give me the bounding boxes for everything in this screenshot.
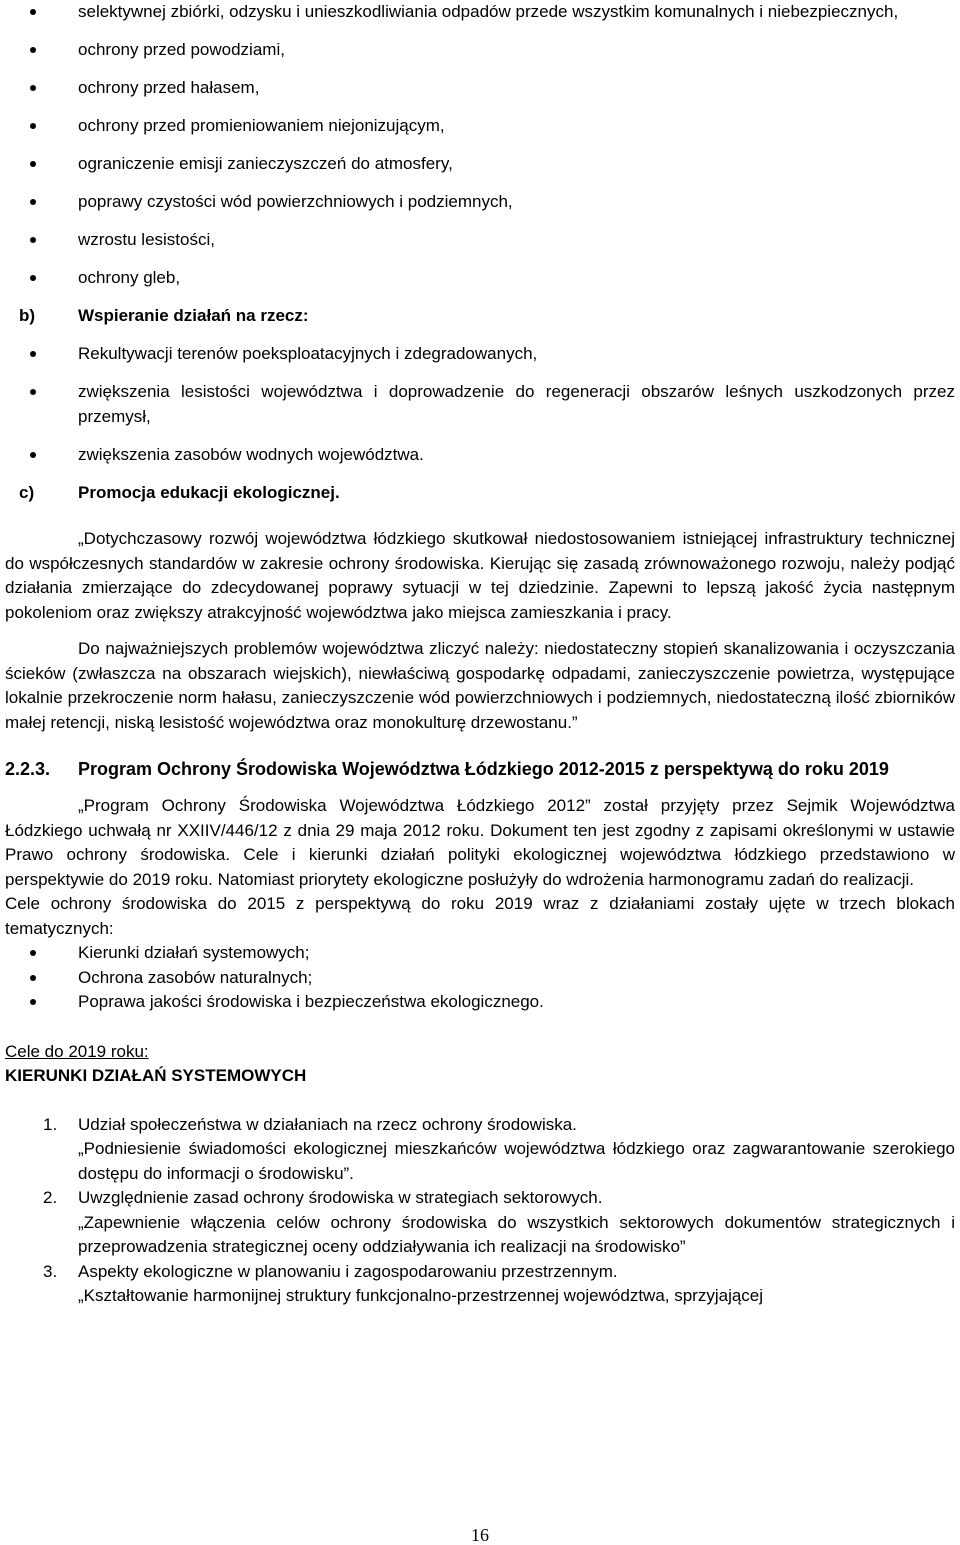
list-item: ochrony gleb, — [5, 266, 955, 291]
list-item: selektywnej zbiórki, odzysku i unieszkodliwiania odpadów przede wszystkim komunalnych i niebezpiecznych, — [5, 0, 955, 25]
bullet-icon — [30, 237, 36, 243]
body-paragraph: Cele ochrony środowiska do 2015 z perspektywą do roku 2019 wraz z działaniami zostały ujęte w trzech blokach tematycznych: — [5, 894, 955, 938]
bullet-list-blocks — [5, 941, 955, 1015]
list-item: ochrony przed powodziami, — [5, 38, 955, 63]
bullet-list-a — [5, 0, 955, 291]
bullet-icon — [30, 275, 36, 281]
bullet-icon — [30, 9, 36, 15]
list-item: zwiększenia lesistości województwa i doprowadzenie do regeneracji obszarów leśnych uszkodzonych przez przemysł, — [5, 380, 955, 429]
list-item: Ochrona zasobów naturalnych; — [5, 966, 955, 991]
section-b-heading: b) Wspieranie działań na rzecz: — [19, 306, 309, 325]
bullet-icon — [30, 999, 36, 1005]
goals-heading: KIERUNKI DZIAŁAŃ SYSTEMOWYCH — [5, 1066, 307, 1085]
bullet-icon — [30, 389, 36, 395]
list-item: 3. Aspekty ekologiczne w planowaniu i zagospodarowaniu przestrzennym. „Kształtowanie harmonijnej struktury funkcjonalno-przestrzennej województwa, sprzyjającej — [43, 1261, 764, 1305]
list-item: Kierunki działań systemowych; — [5, 941, 955, 966]
list-item: 1. Udział społeczeństwa w działaniach na rzecz ochrony środowiska. „Podniesienie świadomości ekologicznej mieszkańców województwa łódzkiego oraz zagwarantowanie szerokiego dostępu do informacji o środowisku”. — [43, 1114, 955, 1183]
list-item: 2. Uwzględnienie zasad ochrony środowiska w strategiach sektorowych. „Zapewnienie włączenia celów ochrony środowiska do wszystkich sektorowych dokumentów strategicznych i przeprowadzenia strategicznej oceny oddziaływania ich realizacji na środowisko” — [43, 1188, 955, 1256]
body-paragraph: Do najważniejszych problemów województwa zliczyć należy: niedostateczny stopień skanalizowania i oczyszczania ścieków (zwłaszcza na obszarach wiejskich), niewłaściwą gospodarkę odpadami, zanieczyszczenie powietrza, występujące lokalnie przekroczenie norm hałasu, zanieczyszczenie wód powierzchniowych i podziemnych, niedostateczną ilość zbiorników małej retencji, niską lesistość województwa oraz monokulturę drzewostanu.” — [5, 639, 955, 732]
bullet-list-b — [5, 342, 955, 467]
bullet-icon — [30, 47, 36, 53]
section-heading: 2.2.3. Program Ochrony Środowiska Województwa Łódzkiego 2012-2015 z perspektywą do roku 2019 — [5, 759, 889, 779]
body-paragraph: „Program Ochrony Środowiska Województwa Łódzkiego 2012” został przyjęty przez Sejmik Województwa Łódzkiego uchwałą nr XXIIV/446/12 z dnia 29 maja 2012 roku. Dokument ten jest zgodny z zapisami określonymi w ustawie Prawo ochrony środowiska. Cele i kierunki działań polityki ekologicznej województwa łódzkiego przedstawiono w perspektywie do 2019 roku. Natomiast priorytety ekologiczne posłużyły do wdrożenia harmonogramu zadań do realizacji. — [5, 796, 955, 889]
page-number: 16 — [471, 1525, 489, 1545]
bullet-icon — [30, 85, 36, 91]
list-item: ograniczenie emisji zanieczyszczeń do atmosfery, — [5, 152, 955, 177]
list-item: Rekultywacji terenów poeksploatacyjnych i zdegradowanych, — [5, 342, 955, 367]
list-item: zwiększenia zasobów wodnych województwa. — [5, 443, 955, 468]
list-item: ochrony przed hałasem, — [5, 76, 955, 101]
bullet-icon — [30, 161, 36, 167]
bullet-icon — [30, 950, 36, 956]
list-item: Poprawa jakości środowiska i bezpieczeństwa ekologicznego. — [5, 990, 955, 1015]
numbered-list — [5, 1113, 955, 1309]
body-paragraph: „Dotychczasowy rozwój województwa łódzkiego skutkował niedostosowaniem istniejącej infrastruktury technicznej do współczesnych standardów w zakresie ochrony środowiska. Kierując się zasadą zrównoważonego rozwoju, należy podjąć działania zmierzające do zdecydowanej poprawy sytuacji w tej dziedzinie. Zapewni to lepszą jakość życia następnym pokoleniom oraz zwiększy atrakcyjność województwa jako miejsca zamieszkania i pracy. — [5, 529, 955, 622]
list-item: poprawy czystości wód powierzchniowych i podziemnych, — [5, 190, 955, 215]
bullet-icon — [30, 975, 36, 981]
goals-label: Cele do 2019 roku: — [5, 1041, 149, 1061]
bullet-icon — [30, 351, 36, 357]
bullet-icon — [30, 123, 36, 129]
list-item: ochrony przed promieniowaniem niejonizującym, — [5, 114, 955, 139]
list-item: wzrostu lesistości, — [5, 228, 955, 253]
bullet-icon — [30, 199, 36, 205]
section-c-heading: c) Promocja edukacji ekologicznej. — [19, 482, 340, 502]
bullet-icon — [30, 452, 36, 458]
document-page — [5, 0, 955, 1309]
